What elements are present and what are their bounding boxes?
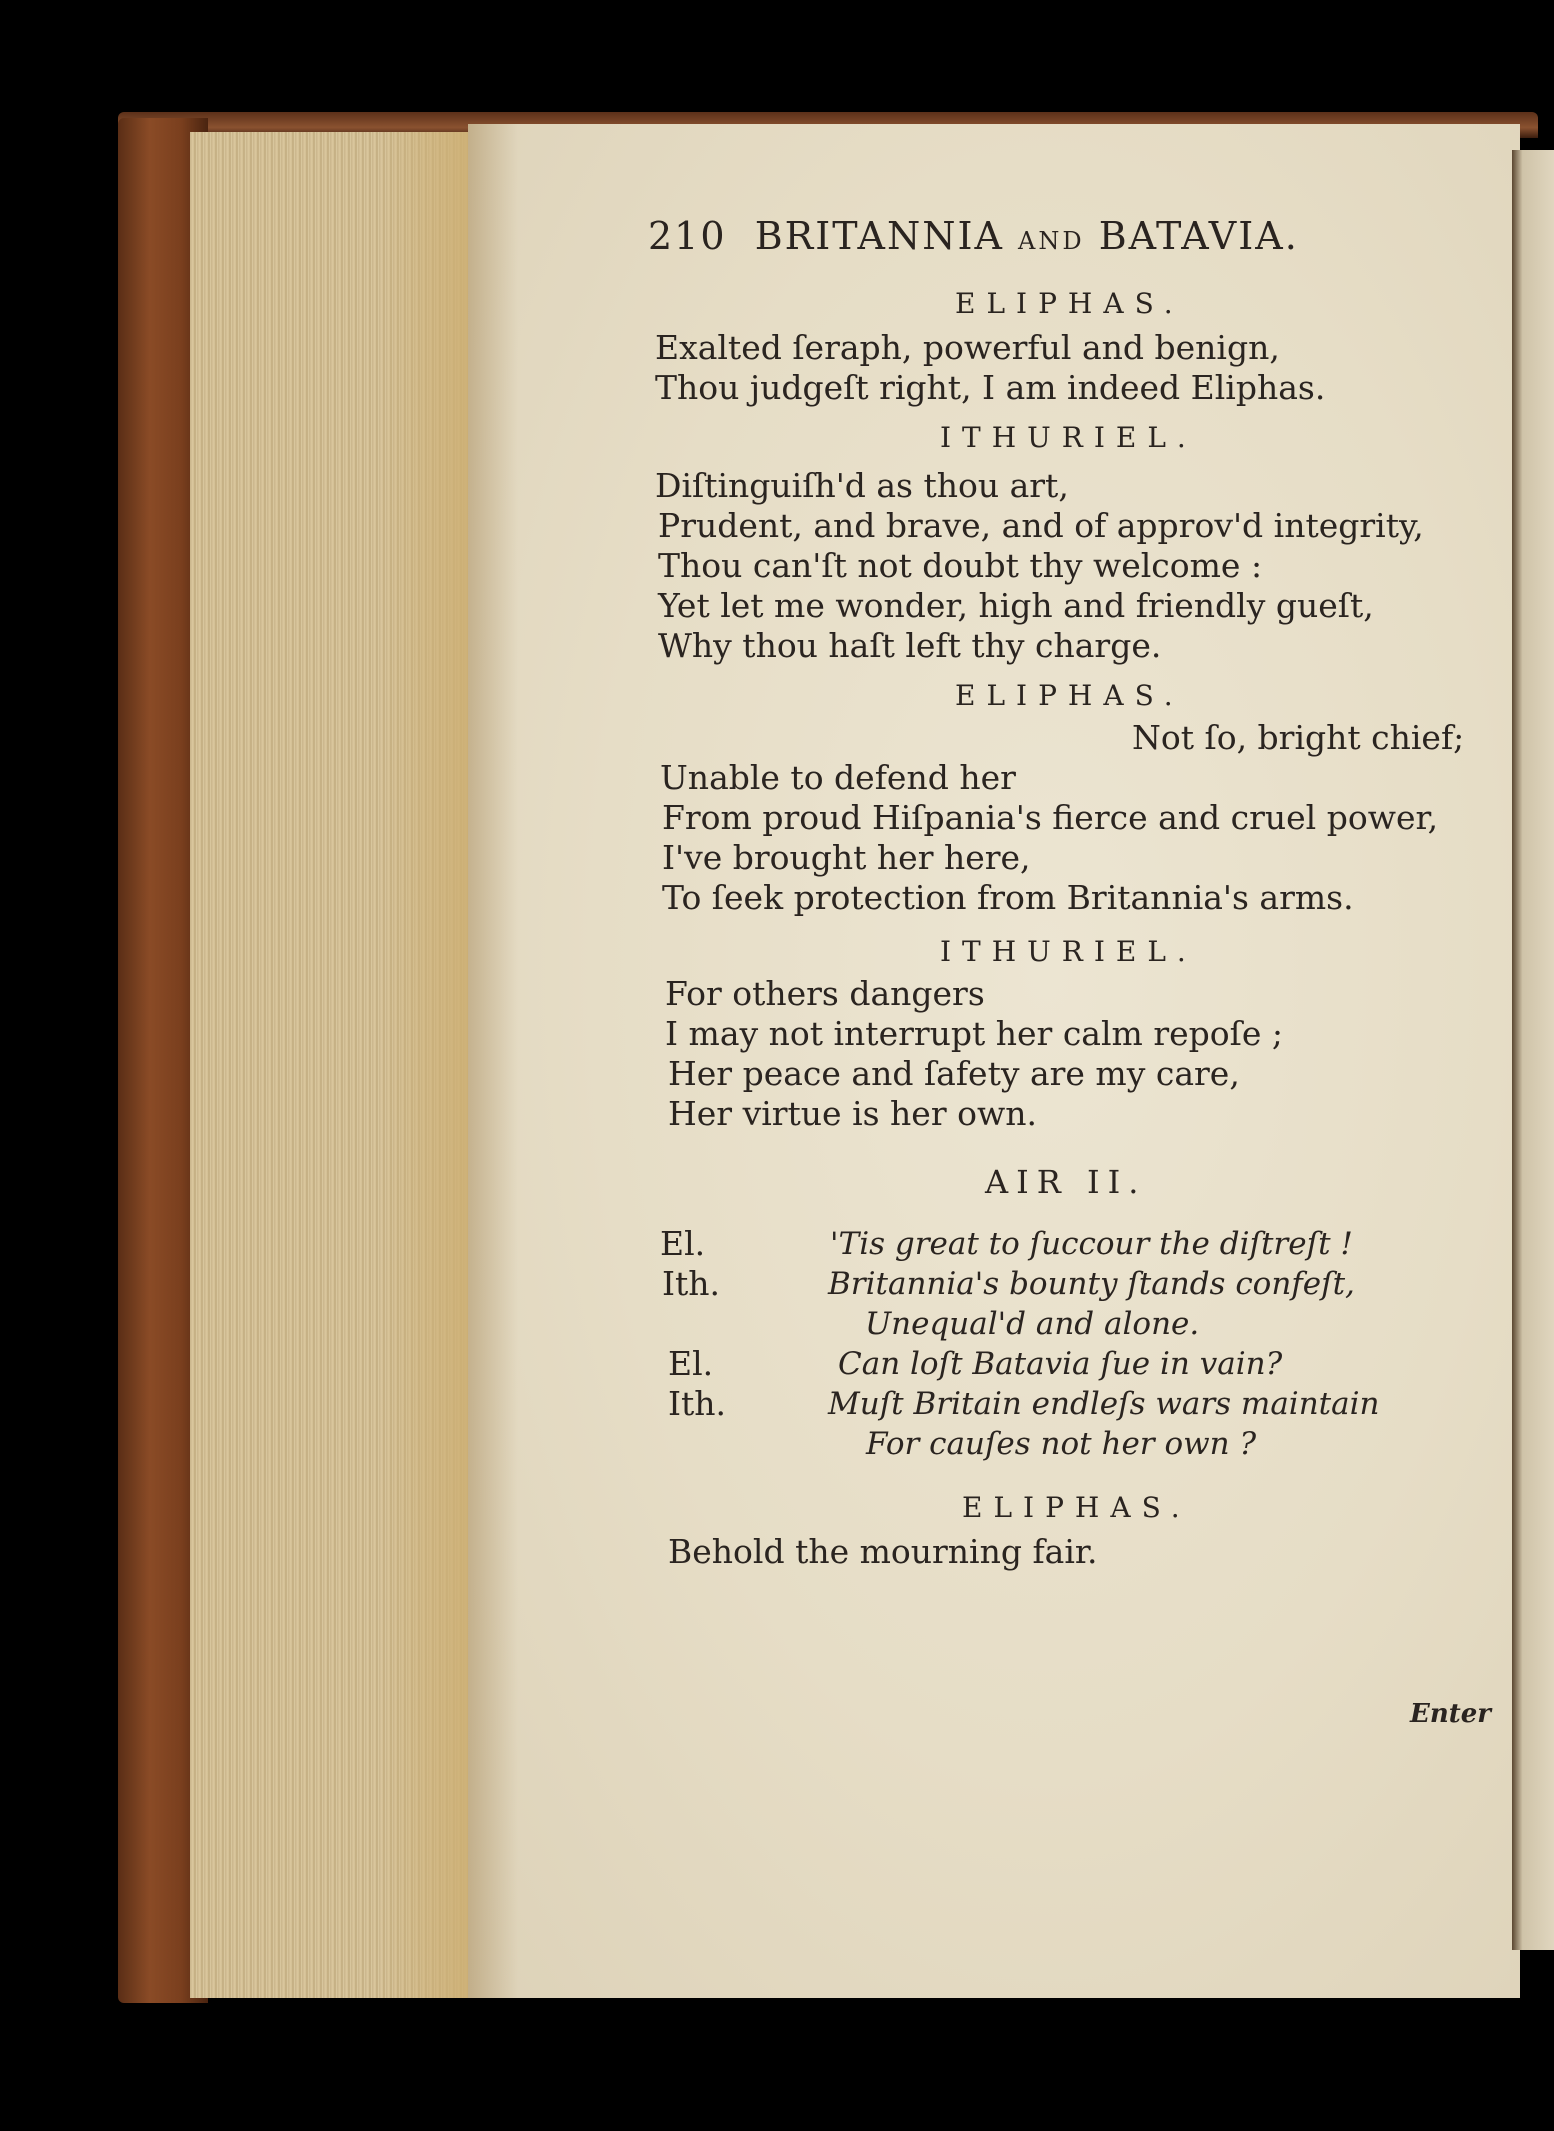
verse-line: Thou judgeſt right, I am indeed Eliphas. — [655, 368, 1326, 407]
air-line: Britannia's bounty ſtands confeſt, — [828, 1266, 1355, 1302]
verse-line: Yet let me wonder, high and friendly gueſt, — [658, 586, 1374, 625]
verse-line: Prudent, and brave, and of approv'd integrity, — [658, 506, 1424, 545]
verse-line: Diſtinguiſh'd as thou art, — [655, 466, 1069, 505]
air-line: Can loſt Batavia ſue in vain? — [838, 1346, 1283, 1382]
air-title: AIR II. — [985, 1163, 1147, 1201]
header-title-right: BATAVIA. — [1098, 214, 1299, 258]
running-header — [648, 216, 1299, 261]
verse-line: To ſeek protection from Britannia's arms. — [662, 878, 1354, 917]
speaker-heading: ELIPHAS. — [955, 679, 1184, 712]
speaker-heading: ITHURIEL. — [940, 935, 1197, 968]
air-speaker: Ith. — [662, 1264, 721, 1303]
verse-line: I may not interrupt her calm repoſe ; — [665, 1014, 1283, 1053]
verse-line: From proud Hiſpania's fierce and cruel power, — [662, 798, 1439, 837]
verse-line: Exalted ſeraph, powerful and benign, — [655, 328, 1280, 367]
verse-line: Behold the mourning fair. — [668, 1532, 1098, 1571]
air-speaker: El. — [668, 1344, 714, 1383]
air-speaker: Ith. — [668, 1384, 727, 1423]
air-speaker: El. — [660, 1224, 706, 1263]
air-line: For cauſes not her own ? — [866, 1426, 1257, 1462]
verse-line: Her peace and ſafety are my care, — [668, 1054, 1240, 1093]
verse-line: I've brought her here, — [662, 838, 1031, 877]
verse-line: For others dangers — [665, 974, 985, 1013]
speaker-heading: ITHURIEL. — [940, 421, 1197, 454]
verse-line: Her virtue is her own. — [668, 1094, 1037, 1133]
header-title-and: AND — [1018, 227, 1085, 255]
verse-line: Not ſo, bright chief; — [1132, 718, 1465, 757]
speaker-heading: ELIPHAS. — [955, 287, 1184, 320]
header-title-left: BRITANNIA — [754, 214, 1004, 258]
air-line: Unequal'd and alone. — [865, 1306, 1200, 1342]
page-number: 210 — [648, 214, 727, 258]
verse-line: Unable to defend her — [660, 758, 1016, 797]
catchword: Enter — [1410, 1699, 1491, 1729]
air-line: Muſt Britain endleſs wars maintain — [828, 1386, 1380, 1422]
verse-line: Why thou haſt left thy charge. — [658, 626, 1162, 665]
speaker-heading: ELIPHAS. — [962, 1491, 1191, 1524]
air-line: 'Tis great to ſuccour the diſtreſt ! — [830, 1226, 1353, 1262]
verse-line: Thou can'ſt not doubt thy welcome : — [658, 546, 1263, 585]
